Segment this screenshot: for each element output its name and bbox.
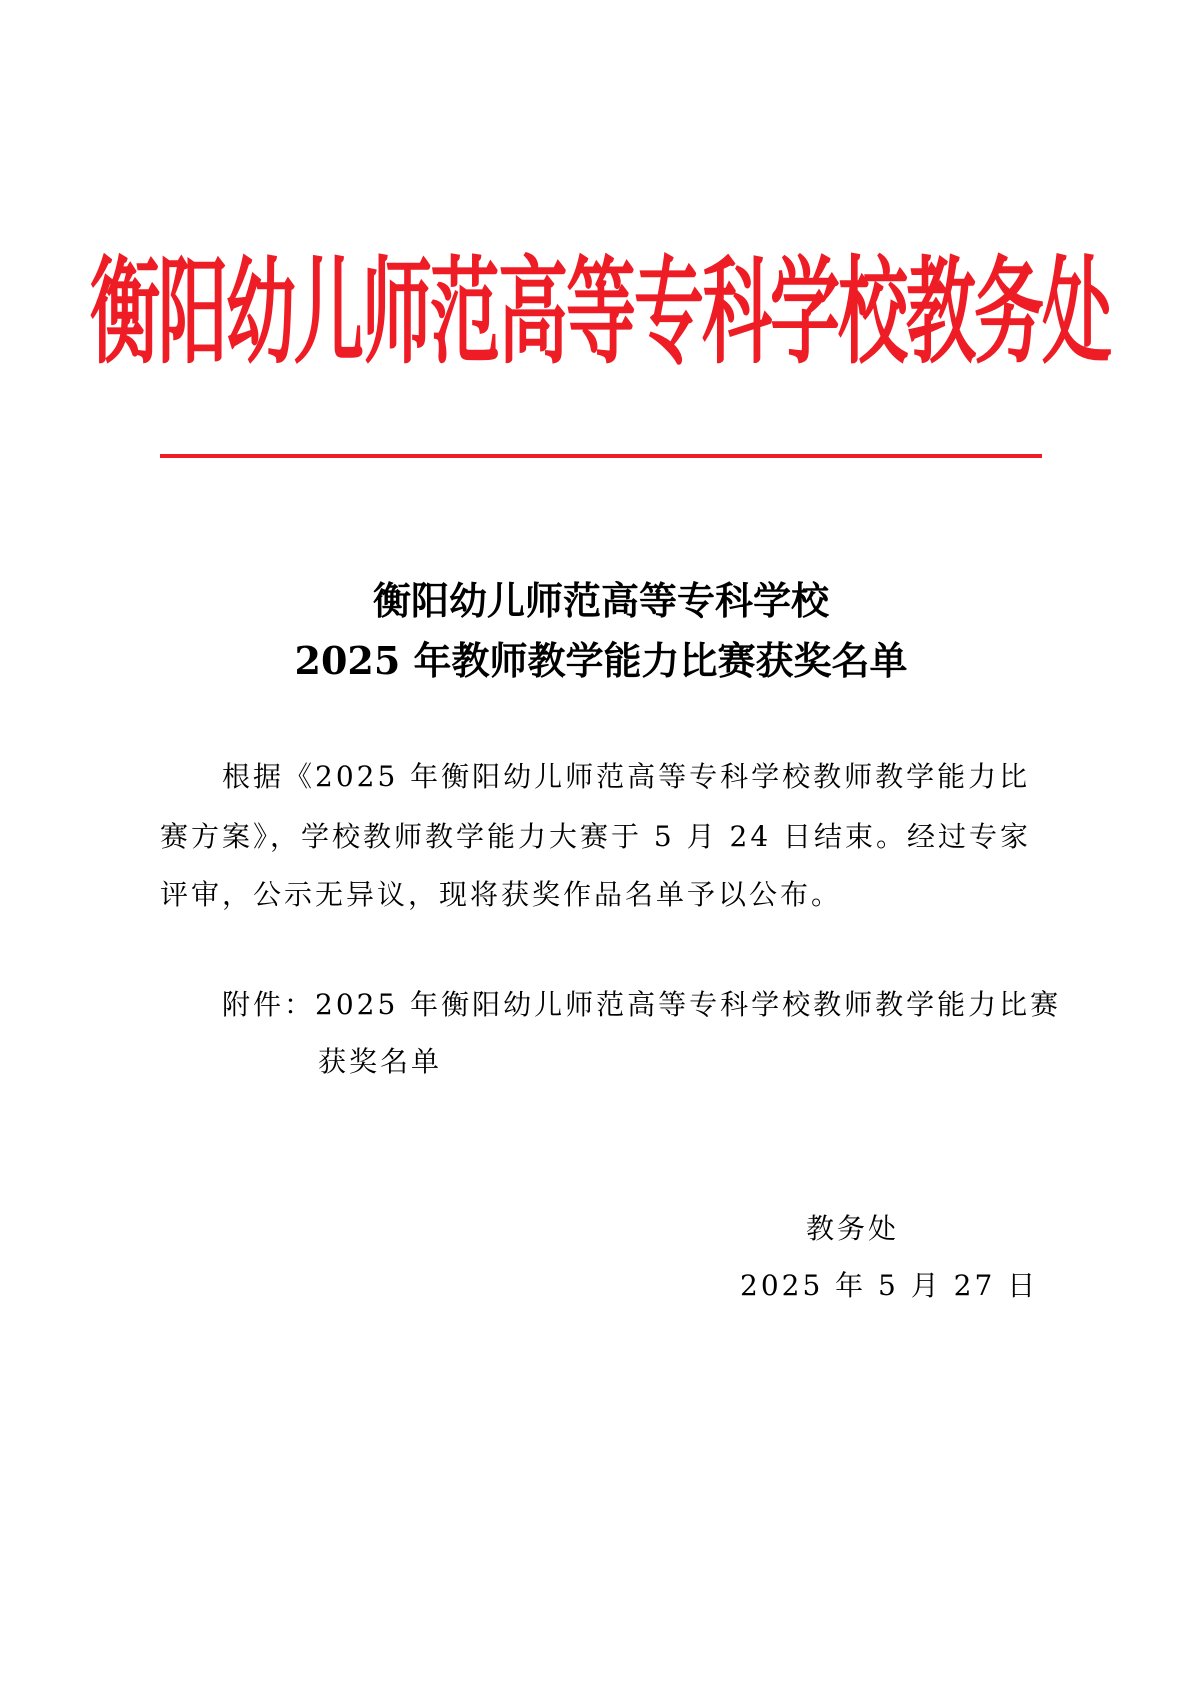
letterhead-divider <box>160 454 1042 458</box>
letterhead-title-text: 衡阳幼儿师范高等专科学校教务处 <box>90 242 1110 380</box>
attachment-line-2: 获奖名单 <box>318 1045 443 1078</box>
document-title-line-1: 衡阳幼儿师范高等专科学校 <box>372 578 829 623</box>
body-paragraph-line-1: 根据《2025 年衡阳幼儿师范高等专科学校教师教学能力比 <box>222 760 1031 793</box>
document-title-line-2: 2025 年教师教学能力比赛获奖名单 <box>294 638 908 683</box>
body-paragraph-line-2: 赛方案》，学校教师教学能力大赛于 5 月 24 日结束。经过专家 <box>160 820 1032 853</box>
attachment-line-1: 附件：2025 年衡阳幼儿师范高等专科学校教师教学能力比赛 <box>222 988 1062 1021</box>
letterhead-title <box>90 228 1110 380</box>
signature-department: 教务处 <box>806 1212 900 1245</box>
body-paragraph-line-3: 评审，公示无异议，现将获奖作品名单予以公布。 <box>160 878 843 911</box>
signature-date: 2025 年 5 月 27 日 <box>740 1269 1039 1302</box>
